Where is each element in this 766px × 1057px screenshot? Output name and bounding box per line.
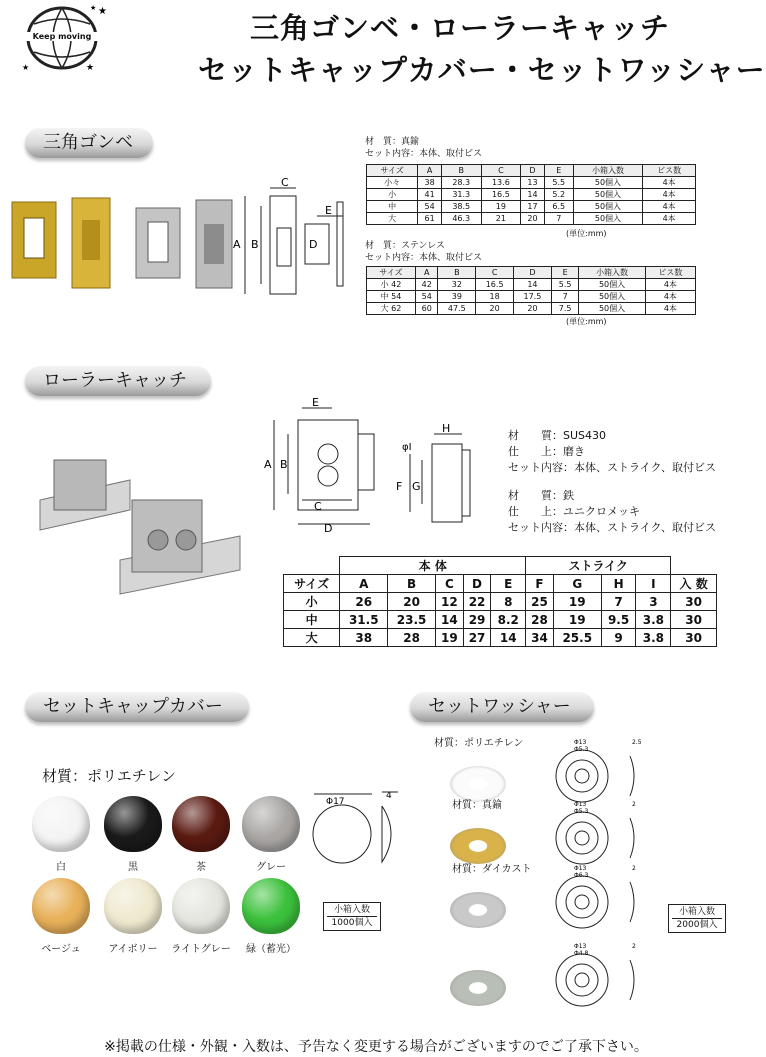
table-header-cell: D — [521, 165, 545, 177]
table-group-body: 本 体 — [340, 557, 526, 575]
table-header-cell: H — [601, 575, 636, 593]
section-banner-washer: セットワッシャー — [410, 692, 594, 722]
table-blank-cell — [671, 557, 717, 575]
table-cell: 5.5 — [544, 177, 573, 189]
section-banner-roller: ローラーキャッチ — [25, 366, 211, 396]
table-row — [284, 593, 717, 611]
table-cell: 21 — [481, 213, 521, 225]
table-cell: 4本 — [645, 291, 695, 303]
table-cell: 54 — [418, 201, 442, 213]
cap-color-label: 黒 — [128, 862, 138, 873]
table-header-cell: サイズ — [284, 575, 340, 593]
table-cell: 27 — [463, 629, 491, 647]
table-cell: 3.8 — [636, 611, 671, 629]
washer-material: 材質：真鍮 — [452, 800, 502, 811]
table-cell: 7 — [601, 593, 636, 611]
cap-color-label: ライトグレー — [171, 944, 231, 955]
table-cell: 小 42 — [367, 279, 416, 291]
cap-swatch — [242, 796, 300, 852]
table-blank-cell — [284, 557, 340, 575]
roller-spec2-contents: セット内容：本体、ストライク、取付ビス — [508, 521, 717, 534]
roller-dim-c: C — [314, 500, 322, 513]
roller-spec2-material: 材 質：鉄 — [508, 489, 574, 502]
gonbe-brass-unit: (単位:mm) — [566, 229, 607, 238]
table-cell: 50個入 — [579, 279, 645, 291]
table-cell: 4本 — [643, 177, 696, 189]
table-cell: 20 — [476, 303, 514, 315]
table-header-cell: C — [476, 267, 514, 279]
table-cell: 6.5 — [544, 201, 573, 213]
table-cell: 47.5 — [438, 303, 476, 315]
table-header-cell: B — [441, 165, 481, 177]
table-cell: 50個入 — [573, 201, 643, 213]
gonbe-brass-contents: セット内容：本体、取付ビス — [365, 149, 483, 159]
washer-inner-label: Φ5.3 — [574, 746, 589, 753]
cap-color-label: ベージュ — [41, 944, 81, 955]
cap-color-label: グレー — [256, 862, 286, 873]
table-cell: 54 — [415, 291, 437, 303]
table-cell: 8.2 — [491, 611, 526, 629]
table-header-cell: A — [418, 165, 442, 177]
table-cell: 19 — [553, 593, 601, 611]
dim-c-label: C — [281, 176, 289, 189]
dim-d-label: D — [309, 238, 318, 251]
table-cell: 28.3 — [441, 177, 481, 189]
cap-swatch — [32, 796, 90, 852]
table-header-cell: C — [436, 575, 464, 593]
table-header-cell: G — [553, 575, 601, 593]
table-cell: 50個入 — [579, 303, 645, 315]
table-cell: 4本 — [645, 279, 695, 291]
roller-spec1-material: 材 質：SUS430 — [508, 429, 607, 442]
table-cell: 大 62 — [367, 303, 416, 315]
gonbe-stainless-contents: セット内容：本体、取付ビス — [365, 253, 483, 263]
table-header-cell: 入 数 — [671, 575, 717, 593]
roller-dim-d: D — [324, 522, 333, 535]
capcover-box-label: 小箱入数 — [327, 904, 377, 917]
section-banner-capcover: セットキャップカバー — [25, 692, 249, 722]
washer-photo — [450, 766, 506, 802]
table-cell: 20 — [514, 303, 552, 315]
table-cell: 16.5 — [481, 189, 521, 201]
table-header-cell: 小箱入数 — [579, 267, 645, 279]
table-cell: 41 — [418, 189, 442, 201]
table-cell: 5.5 — [551, 279, 579, 291]
table-cell: 14 — [436, 611, 464, 629]
washer-thickness-label: 2 — [632, 865, 636, 872]
table-cell: 中 — [367, 201, 418, 213]
table-cell: 39 — [438, 291, 476, 303]
table-cell: 30 — [671, 593, 717, 611]
cap-swatch — [172, 878, 230, 934]
gonbe-stainless-table — [366, 266, 696, 315]
table-cell: 22 — [463, 593, 491, 611]
table-cell: 7 — [551, 291, 579, 303]
capcover-dimension-drawing — [300, 784, 410, 874]
table-header-cell: ビス数 — [645, 267, 695, 279]
washer-thickness-label: 2 — [632, 943, 636, 950]
table-cell: 50個入 — [579, 291, 645, 303]
roller-dim-g: G — [412, 480, 421, 493]
table-row — [284, 611, 717, 629]
table-row — [367, 213, 696, 225]
table-cell: 20 — [388, 593, 436, 611]
table-cell: 29 — [463, 611, 491, 629]
roller-product-photo — [20, 440, 250, 610]
table-group-strike: ストライク — [526, 557, 671, 575]
cap-swatch — [104, 796, 162, 852]
table-cell: 50個入 — [573, 213, 643, 225]
roller-dim-a: A — [264, 458, 272, 471]
table-header-cell: I — [636, 575, 671, 593]
table-row — [367, 279, 696, 291]
roller-spec1-contents: セット内容：本体、ストライク、取付ビス — [508, 461, 717, 474]
table-cell: 中 — [284, 611, 340, 629]
table-row — [367, 291, 696, 303]
table-cell: 12 — [436, 593, 464, 611]
table-header-cell: A — [340, 575, 388, 593]
washer-photo — [450, 828, 506, 864]
table-header-cell: B — [438, 267, 476, 279]
washer-inner-label: Φ5.3 — [574, 808, 589, 815]
table-header-cell: サイズ — [367, 165, 418, 177]
table-cell: 38.5 — [441, 201, 481, 213]
gonbe-stainless-unit: (単位:mm) — [566, 317, 607, 326]
cap-swatch — [104, 878, 162, 934]
table-cell: 14 — [514, 279, 552, 291]
roller-spec-table — [283, 556, 717, 647]
table-cell: 大 — [367, 213, 418, 225]
gonbe-dimension-drawing — [225, 176, 355, 296]
table-header-cell: C — [481, 165, 521, 177]
table-cell: 小々 — [367, 177, 418, 189]
table-cell: 61 — [418, 213, 442, 225]
svg-text:★: ★ — [22, 63, 30, 72]
table-cell: 25.5 — [553, 629, 601, 647]
washer-dimension-drawing — [552, 940, 652, 1010]
table-cell: 23.5 — [388, 611, 436, 629]
table-cell: 13 — [521, 177, 545, 189]
table-cell: 46.3 — [441, 213, 481, 225]
svg-text:★: ★ — [90, 4, 97, 12]
cap-swatch — [172, 796, 230, 852]
cap-swatch — [242, 878, 300, 934]
table-cell: 60 — [415, 303, 437, 315]
roller-dim-h: H — [442, 422, 451, 435]
roller-dim-f: F — [396, 480, 403, 493]
table-cell: 16.5 — [476, 279, 514, 291]
table-header-cell: 小箱入数 — [573, 165, 643, 177]
table-header-cell: D — [514, 267, 552, 279]
washer-inner-label: Φ4.8 — [574, 950, 589, 957]
washer-dimension-drawing — [552, 862, 652, 932]
washer-box-qty — [668, 904, 726, 933]
table-cell: 3.8 — [636, 629, 671, 647]
table-cell: 28 — [526, 611, 554, 629]
dim-b-label: B — [251, 238, 259, 251]
table-row — [367, 303, 696, 315]
washer-outer-label: Φ13 — [574, 943, 587, 950]
gonbe-stainless-material: 材 質：ステンレス — [365, 241, 445, 251]
table-header-cell: D — [463, 575, 491, 593]
logo-text: Keep moving — [26, 32, 98, 41]
table-header-cell: F — [526, 575, 554, 593]
capcover-box-count: 1000個入 — [331, 918, 373, 928]
table-header-cell: E — [491, 575, 526, 593]
logo — [20, 4, 107, 73]
table-cell: 4本 — [643, 189, 696, 201]
svg-text:★: ★ — [86, 63, 95, 73]
washer-outer-label: Φ13 — [574, 739, 587, 746]
table-cell: 5.2 — [544, 189, 573, 201]
table-cell: 25 — [526, 593, 554, 611]
washer-box-label: 小箱入数 — [672, 906, 722, 919]
section-banner-gonbe: 三角ゴンベ — [25, 128, 153, 158]
washer-photo — [450, 892, 506, 928]
table-cell: 小 — [367, 189, 418, 201]
table-cell: 19 — [436, 629, 464, 647]
table-cell: 32 — [438, 279, 476, 291]
washer-box-count: 2000個入 — [676, 920, 718, 930]
gonbe-brass-table — [366, 164, 696, 225]
table-cell: 30 — [671, 611, 717, 629]
table-row — [367, 177, 696, 189]
washer-material: 材質：ポリエチレン — [434, 738, 524, 749]
table-cell: 19 — [553, 611, 601, 629]
table-cell: 9.5 — [601, 611, 636, 629]
table-cell: 31.5 — [340, 611, 388, 629]
table-cell: 4本 — [643, 201, 696, 213]
table-cell: 50個入 — [573, 177, 643, 189]
roller-spec1-finish: 仕 上：磨き — [508, 445, 585, 458]
table-header-cell: ビス数 — [643, 165, 696, 177]
table-cell: 28 — [388, 629, 436, 647]
table-cell: 17.5 — [514, 291, 552, 303]
roller-dimension-drawing — [262, 394, 502, 534]
table-cell: 38 — [340, 629, 388, 647]
washer-thickness-label: 2.5 — [632, 739, 642, 746]
gonbe-brass-material: 材 質：真鍮 — [365, 137, 420, 147]
cap-thickness-label: 4 — [386, 791, 392, 801]
table-cell: 7 — [544, 213, 573, 225]
page-subtitle: セットキャップカバー・セットワッシャー — [198, 53, 766, 87]
table-cell: 19 — [481, 201, 521, 213]
washer-photo — [450, 970, 506, 1006]
washer-thickness-label: 2 — [632, 801, 636, 808]
table-header-cell: B — [388, 575, 436, 593]
table-cell: 34 — [526, 629, 554, 647]
dim-a-label: A — [233, 238, 241, 251]
cap-swatch — [32, 878, 90, 934]
table-cell: 42 — [415, 279, 437, 291]
footer-disclaimer: ※掲載の仕様・外観・入数は、予告なく変更する場合がございますのでご了承下さい。 — [104, 1039, 648, 1055]
gonbe-product-photos — [8, 190, 238, 300]
table-cell: 14 — [491, 629, 526, 647]
table-cell: 9 — [601, 629, 636, 647]
table-cell: 30 — [671, 629, 717, 647]
cap-diameter-label: Φ17 — [326, 797, 345, 807]
table-cell: 7.5 — [551, 303, 579, 315]
table-row — [284, 629, 717, 647]
washer-material: 材質：ダイカスト — [452, 864, 532, 875]
table-cell: 3 — [636, 593, 671, 611]
table-cell: 18 — [476, 291, 514, 303]
table-header-cell: サイズ — [367, 267, 416, 279]
table-cell: 17 — [521, 201, 545, 213]
capcover-material: 材質：ポリエチレン — [42, 767, 177, 785]
cap-color-label: アイボリー — [108, 944, 158, 955]
washer-dimension-drawing — [552, 736, 652, 806]
washer-dimension-drawing — [552, 798, 652, 868]
roller-dim-e: E — [312, 396, 319, 409]
svg-text:★: ★ — [98, 6, 107, 17]
table-cell: 20 — [521, 213, 545, 225]
cap-color-label: 緑（蓄光） — [246, 944, 296, 955]
table-row — [367, 189, 696, 201]
table-cell: 38 — [418, 177, 442, 189]
washer-inner-label: Φ6.3 — [574, 872, 589, 879]
capcover-box-qty — [323, 902, 381, 931]
table-cell: 中 54 — [367, 291, 416, 303]
table-cell: 13.6 — [481, 177, 521, 189]
roller-dim-i: φI — [402, 442, 412, 453]
dim-e-label: E — [325, 204, 332, 217]
table-row — [367, 201, 696, 213]
roller-spec2-finish: 仕 上：ユニクロメッキ — [508, 505, 640, 518]
washer-outer-label: Φ13 — [574, 865, 587, 872]
table-cell: 14 — [521, 189, 545, 201]
table-cell: 大 — [284, 629, 340, 647]
cap-color-label: 茶 — [196, 862, 206, 873]
table-cell: 8 — [491, 593, 526, 611]
table-cell: 4本 — [643, 213, 696, 225]
table-header-cell: A — [415, 267, 437, 279]
table-header-cell: E — [544, 165, 573, 177]
cap-color-label: 白 — [56, 862, 66, 873]
table-cell: 26 — [340, 593, 388, 611]
washer-outer-label: Φ13 — [574, 801, 587, 808]
roller-dim-b: B — [280, 458, 288, 471]
table-cell: 4本 — [645, 303, 695, 315]
table-cell: 小 — [284, 593, 340, 611]
page-title: 三角ゴンベ・ローラーキャッチ — [250, 11, 671, 45]
table-header-cell: E — [551, 267, 579, 279]
table-cell: 50個入 — [573, 189, 643, 201]
table-cell: 31.3 — [441, 189, 481, 201]
